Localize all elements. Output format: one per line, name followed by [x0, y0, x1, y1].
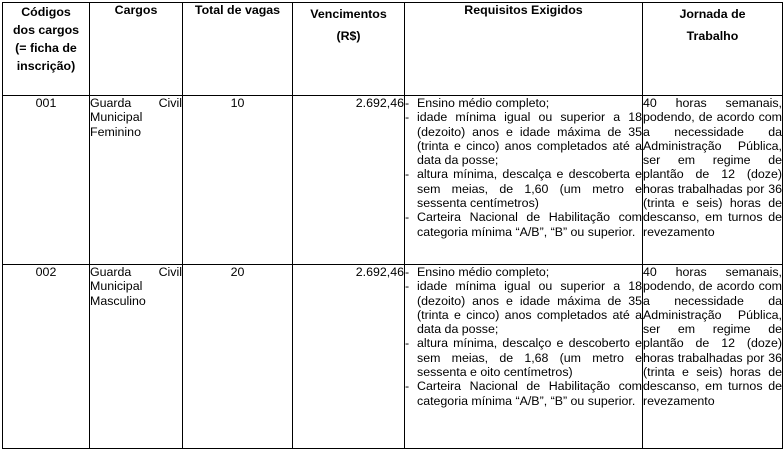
- table-row: [3, 96, 783, 265]
- requisito-item: - idade mínima igual ou superior a 18 (dezoito) anos e idade máxima de 35 (trinta e cinco) anos completados até a data da posse;: [405, 110, 642, 168]
- cell-codigo: 001: [3, 96, 90, 265]
- header-total-vagas: Total de vagas: [183, 3, 293, 96]
- header-codigo: Códigos dos cargos (= ficha de inscrição): [3, 3, 90, 96]
- cell-vencimento: 2.692,46: [293, 96, 405, 265]
- requisito-item: - Ensino médio completo;: [405, 96, 550, 110]
- table-row: [3, 265, 783, 449]
- cell-codigo: 002: [3, 265, 90, 449]
- header-vencimentos: Vencimentos (R$): [293, 3, 405, 96]
- header-jornada: Jornada de Trabalho: [643, 3, 783, 96]
- requisito-item: - altura mínima, descalço e descoberto e sem meias, de 1,68 (um metro e sessenta e oito centímetros): [405, 336, 642, 380]
- vagas-table: [2, 2, 783, 449]
- requisito-item: - Carteira Nacional de Habilitação com categoria mínima “A/B”, “B” ou superior.: [405, 379, 642, 408]
- header-row: [3, 3, 783, 96]
- cell-cargo: Guarda Civil Municipal Feminino: [90, 96, 183, 265]
- header-cargos: Cargos: [90, 3, 183, 96]
- requisito-item: - altura mínima, descalça e descoberta e sem meias, de 1,60 (um metro e sessenta centímetros): [405, 167, 642, 211]
- cell-requisitos: [405, 96, 643, 265]
- cell-vagas: 10: [183, 96, 293, 265]
- cell-cargo: Guarda Civil Municipal Masculino: [90, 265, 183, 449]
- requisito-item: - Ensino médio completo;: [405, 265, 550, 279]
- cell-requisitos: [405, 265, 643, 449]
- header-requisitos: Requisitos Exigidos: [405, 3, 643, 96]
- cell-jornada: 40 horas semanais, podendo, de acordo com a necessidade da Administração Pública, ser em regime de plantão de 12 (doze) horas trabalhadas por 36 (trinta e seis) horas de descanso, em turnos de revezamento: [643, 265, 783, 449]
- cell-vencimento: 2.692,46: [293, 265, 405, 449]
- cell-vagas: 20: [183, 265, 293, 449]
- requisito-item: - Carteira Nacional de Habilitação com categoria mínima “A/B”, “B” ou superior.: [405, 210, 642, 239]
- requisito-item: - idade mínima igual ou superior a 18 (dezoito) anos e idade máxima de 35 (trinta e cinco) anos completados até a data da posse;: [405, 279, 642, 337]
- cell-jornada: 40 horas semanais, podendo, de acordo com a necessidade da Administração Pública, ser em regime de plantão de 12 (doze) horas trabalhadas por 36 (trinta e seis) horas de descanso, em turnos de revezamento: [643, 96, 783, 265]
